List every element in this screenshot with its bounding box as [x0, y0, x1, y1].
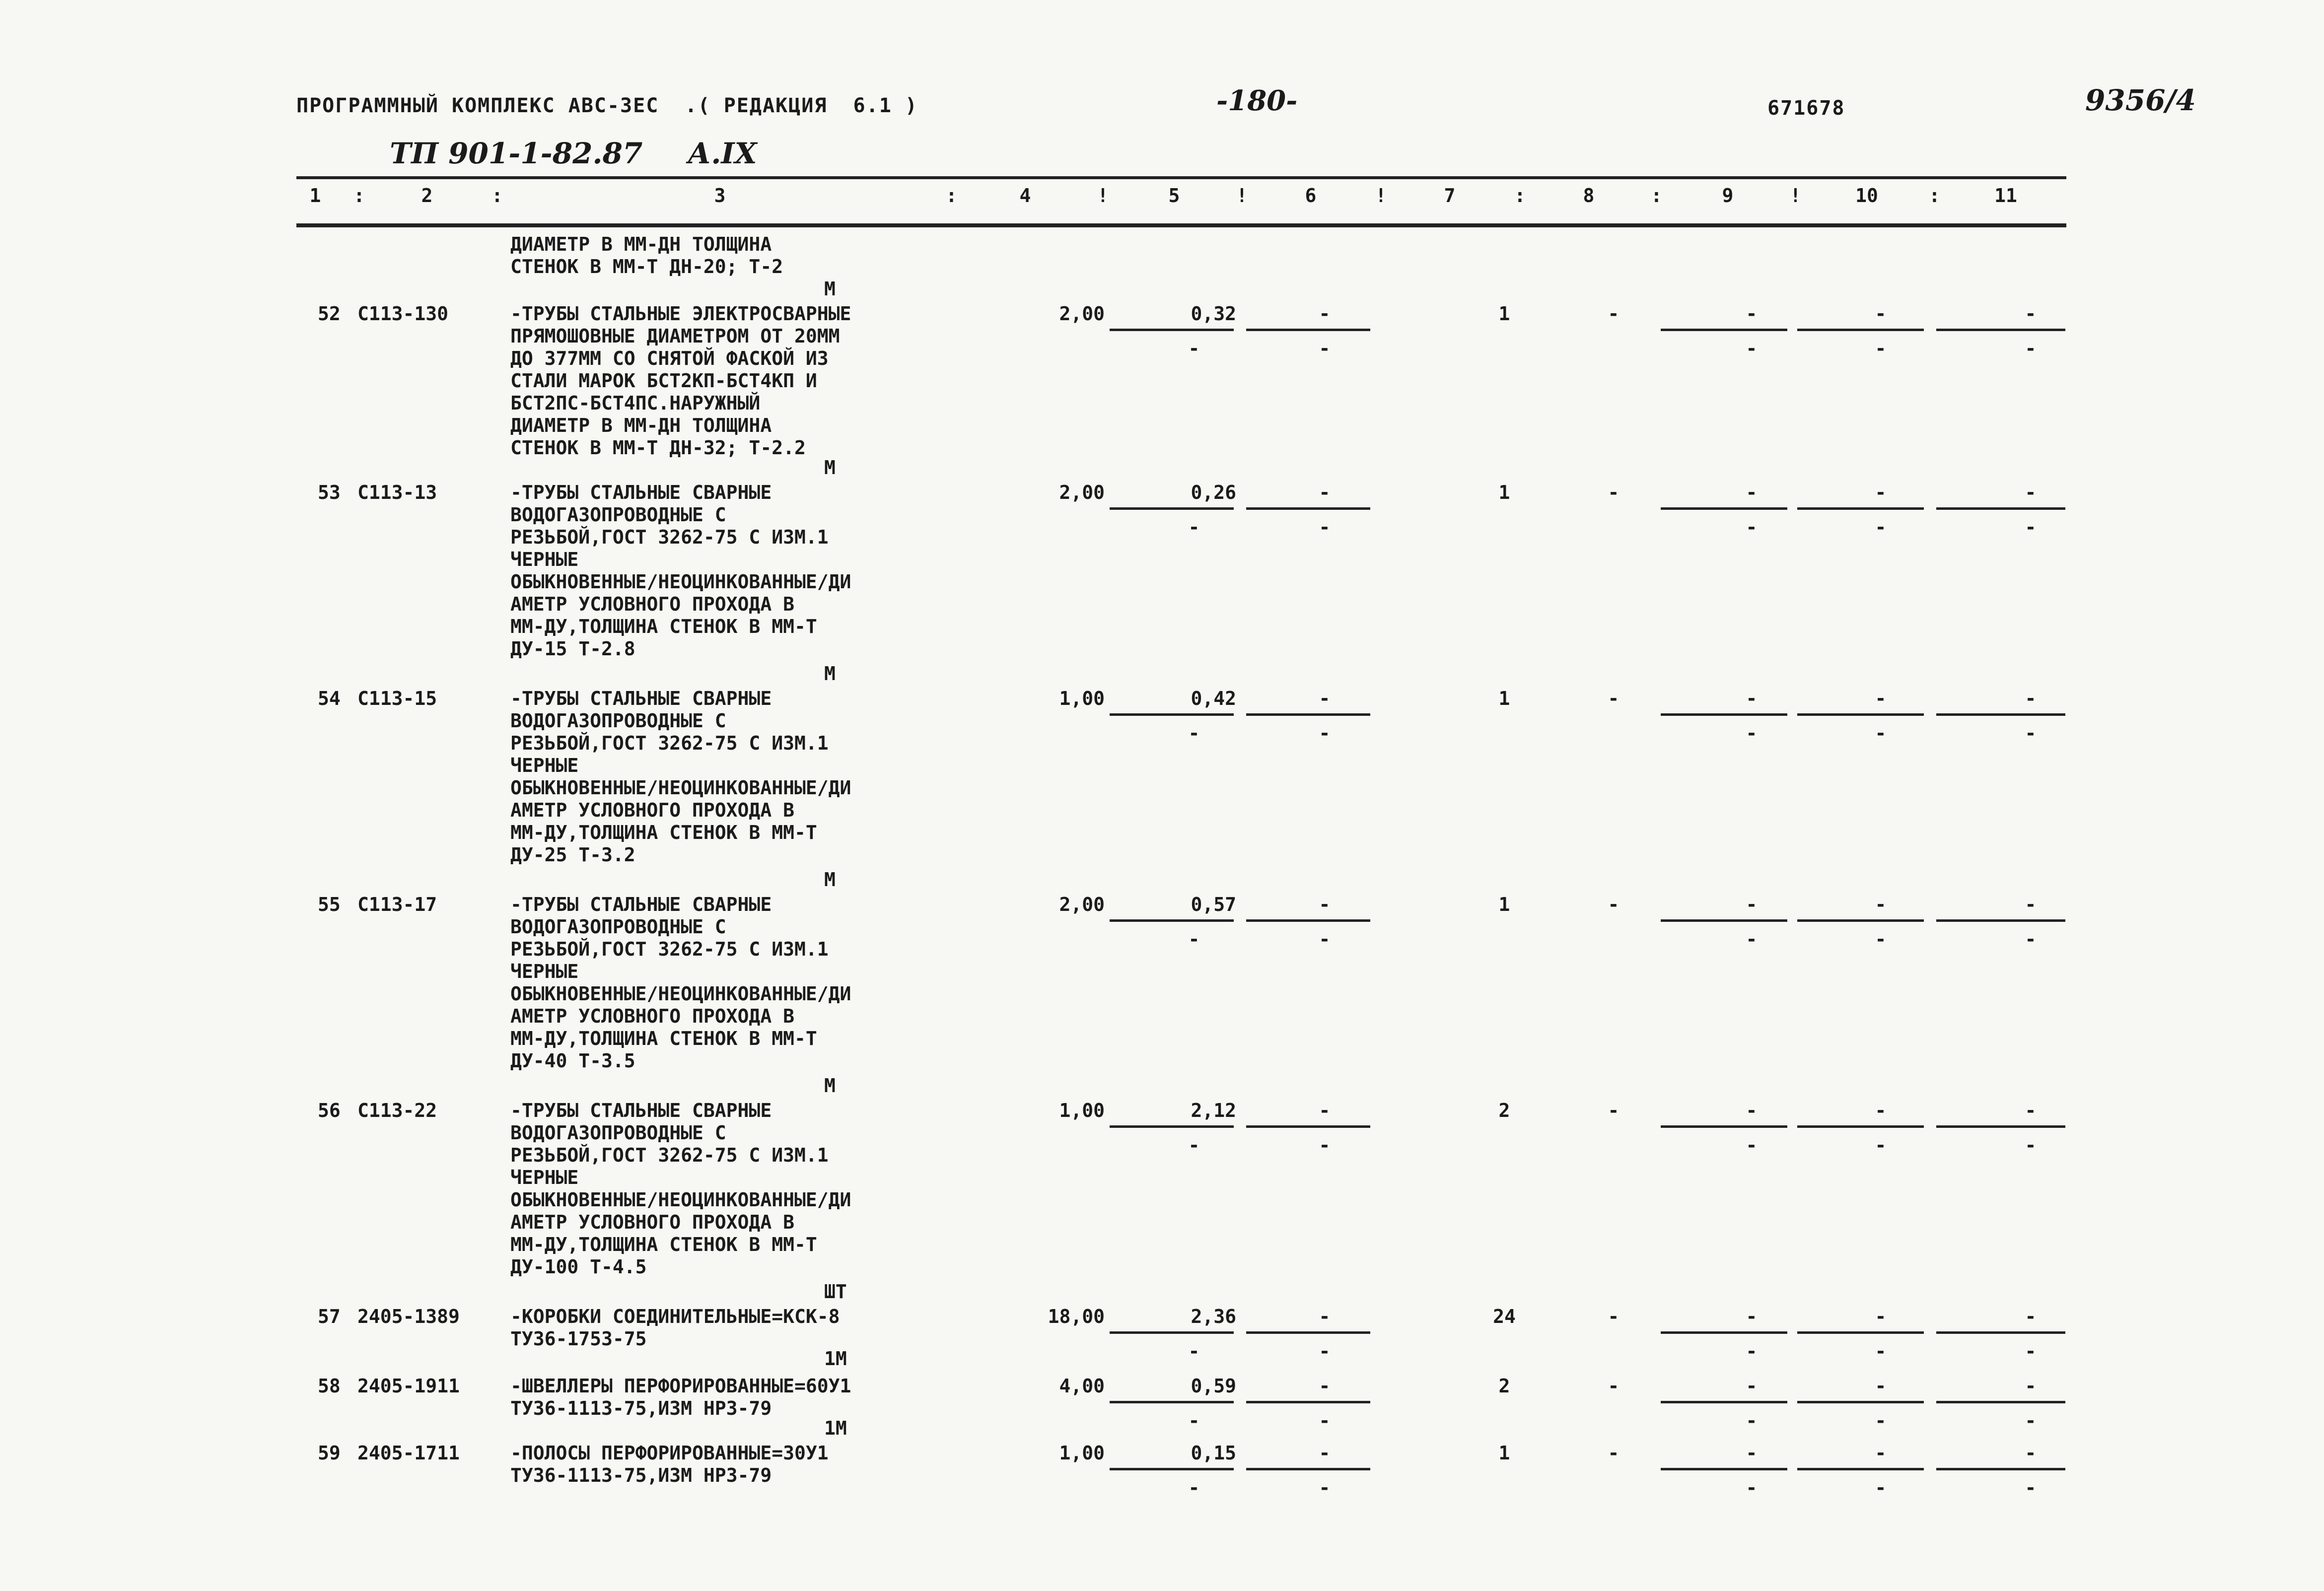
column-11-value: - [2025, 1100, 2037, 1121]
column-11-value: - [2025, 894, 2037, 915]
column-11-rule [1936, 1331, 2065, 1334]
column-10-value: - [1875, 894, 1887, 915]
item-description-line: ММ-ДУ,ТОЛЩИНА СТЕНОК В ММ-Т [510, 822, 817, 843]
item-description-line: ВОДОГАЗОПРОВОДНЫЕ С [510, 710, 726, 732]
column-header: 10 [1855, 185, 1878, 207]
column-9-rule [1661, 713, 1787, 716]
column-7-value: 1 [1498, 894, 1510, 915]
column-separator: ! [1375, 185, 1387, 207]
column-10-lower-value: - [1875, 516, 1887, 538]
column-6-lower-value: - [1319, 338, 1331, 359]
column-5-rule [1110, 919, 1234, 922]
column-7-value: 1 [1498, 1442, 1510, 1464]
item-description-line: АМЕТР УСЛОВНОГО ПРОХОДА В [510, 593, 794, 615]
column-separator: : [1514, 185, 1526, 207]
column-9-lower-value: - [1746, 928, 1758, 950]
column-6-rule [1246, 329, 1370, 331]
column-5-rule [1110, 507, 1234, 510]
price-code: С113-130 [357, 303, 449, 325]
column-5-lower-value: - [1188, 338, 1200, 359]
column-9-value: - [1746, 1100, 1758, 1121]
column-8-value: - [1608, 1442, 1620, 1464]
item-description-line: ДУ-15 Т-2.8 [510, 638, 635, 660]
column-header: 2 [421, 185, 433, 207]
column-8-value: - [1608, 1100, 1620, 1121]
column-6-rule [1246, 1331, 1370, 1334]
column-10-rule [1797, 1468, 1924, 1470]
column-6-rule [1246, 507, 1370, 510]
item-description-line: ОБЫКНОВЕННЫЕ/НЕОЦИНКОВАННЫЕ/ДИ [510, 777, 851, 799]
item-description-line: ММ-ДУ,ТОЛЩИНА СТЕНОК В ММ-Т [510, 1028, 817, 1049]
column-9-value: - [1746, 894, 1758, 915]
item-description-line: ОБЫКНОВЕННЫЕ/НЕОЦИНКОВАННЫЕ/ДИ [510, 1189, 851, 1211]
corner-handwritten-note: 9356/4 [2085, 83, 2196, 117]
item-description-line: АМЕТР УСЛОВНОГО ПРОХОДА В [510, 799, 794, 821]
column-9-lower-value: - [1746, 1410, 1758, 1432]
unit-price-value: 0,57 [1191, 894, 1236, 915]
row-number: 52 [318, 303, 341, 325]
column-separator: ! [1236, 185, 1248, 207]
item-description-line: ВОДОГАЗОПРОВОДНЫЕ С [510, 916, 726, 938]
item-description-line: АМЕТР УСЛОВНОГО ПРОХОДА В [510, 1211, 794, 1233]
column-separator: : [492, 185, 503, 207]
column-11-value: - [2025, 1375, 2037, 1397]
document-id: 671678 [1767, 97, 1845, 120]
column-7-value: 2 [1498, 1100, 1510, 1121]
item-description-line: -ТРУБЫ СТАЛЬНЫЕ СВАРНЫЕ [510, 894, 772, 915]
column-7-value: 1 [1498, 303, 1510, 325]
column-11-rule [1936, 507, 2065, 510]
column-10-rule [1797, 507, 1924, 510]
column-10-lower-value: - [1875, 722, 1887, 744]
column-header: 8 [1583, 185, 1595, 207]
column-9-rule [1661, 1401, 1787, 1403]
quantity-value: 18,00 [1048, 1306, 1105, 1327]
column-5-lower-value: - [1188, 516, 1200, 538]
item-description-line: -ПОЛОСЫ ПЕРФОРИРОВАННЫЕ=30У1 [510, 1442, 829, 1464]
column-5-rule [1110, 1401, 1234, 1403]
column-separator: : [946, 185, 957, 207]
item-description-line: ОБЫКНОВЕННЫЕ/НЕОЦИНКОВАННЫЕ/ДИ [510, 571, 851, 593]
item-description-line: ОБЫКНОВЕННЫЕ/НЕОЦИНКОВАННЫЕ/ДИ [510, 983, 851, 1005]
column-9-lower-value: - [1746, 722, 1758, 744]
carryover-line: СТЕНОК В ММ-Т ДН-20; Т-2 [510, 256, 783, 277]
column-10-value: - [1875, 482, 1887, 503]
item-description-line: ВОДОГАЗОПРОВОДНЫЕ С [510, 504, 726, 526]
column-6-rule [1246, 919, 1370, 922]
item-description-line: ДО 377ММ СО СНЯТОЙ ФАСКОЙ ИЗ [510, 347, 829, 369]
item-description-line: -ТРУБЫ СТАЛЬНЫЕ ЭЛЕКТРОСВАРНЫЕ [510, 303, 851, 325]
column-10-rule [1797, 1331, 1924, 1334]
unit-of-measure: 1М [824, 1348, 847, 1370]
unit-of-measure: М [824, 278, 836, 300]
column-9-value: - [1746, 482, 1758, 503]
column-7-value: 2 [1498, 1375, 1510, 1397]
item-description-line: ДУ-40 Т-3.5 [510, 1050, 635, 1072]
column-10-lower-value: - [1875, 1340, 1887, 1362]
column-header: 3 [714, 185, 726, 207]
price-code: 2405-1911 [357, 1375, 460, 1397]
column-10-value: - [1875, 1100, 1887, 1121]
column-6-rule [1246, 1401, 1370, 1403]
column-6-value: - [1319, 303, 1331, 325]
price-code: 2405-1711 [357, 1442, 460, 1464]
column-10-value: - [1875, 688, 1887, 709]
column-8-value: - [1608, 688, 1620, 709]
unit-price-value: 0,32 [1191, 303, 1236, 325]
column-header: 6 [1305, 185, 1317, 207]
column-11-value: - [2025, 1442, 2037, 1464]
item-description-line: БСТ2ПС-БСТ4ПС.НАРУЖНЫЙ [510, 392, 761, 414]
column-8-value: - [1608, 303, 1620, 325]
row-number: 59 [318, 1442, 341, 1464]
item-description-line: ЧЕРНЫЕ [510, 1167, 579, 1188]
column-9-lower-value: - [1746, 516, 1758, 538]
unit-price-value: 0,42 [1191, 688, 1236, 709]
column-8-value: - [1608, 482, 1620, 503]
row-number: 58 [318, 1375, 341, 1397]
column-6-lower-value: - [1319, 928, 1331, 950]
column-10-value: - [1875, 1442, 1887, 1464]
column-10-lower-value: - [1875, 1410, 1887, 1432]
item-description-line: ДИАМЕТР В ММ-ДН ТОЛЩИНА [510, 415, 772, 436]
price-code: С113-13 [357, 482, 437, 503]
column-11-rule [1936, 713, 2065, 716]
column-11-rule [1936, 329, 2065, 331]
column-6-lower-value: - [1319, 1134, 1331, 1156]
item-description-line: -ШВЕЛЛЕРЫ ПЕРФОРИРОВАННЫЕ=60У1 [510, 1375, 851, 1397]
quantity-value: 1,00 [1059, 688, 1105, 709]
column-10-value: - [1875, 303, 1887, 325]
item-description-line: ЧЕРНЫЕ [510, 549, 579, 570]
column-separator: : [1929, 185, 1940, 207]
column-9-value: - [1746, 1375, 1758, 1397]
column-separator: : [1651, 185, 1662, 207]
column-9-value: - [1746, 688, 1758, 709]
item-description-line: СТАЛИ МАРОК БСТ2КП-БСТ4КП И [510, 370, 817, 392]
column-10-rule [1797, 329, 1924, 331]
column-header: 11 [1994, 185, 2017, 207]
quantity-value: 2,00 [1059, 894, 1105, 915]
column-11-lower-value: - [2025, 1477, 2037, 1499]
column-5-lower-value: - [1188, 1410, 1200, 1432]
column-5-rule [1110, 1331, 1234, 1334]
header-bottom-rule [296, 223, 2066, 227]
unit-of-measure: М [824, 1075, 836, 1097]
column-6-lower-value: - [1319, 722, 1331, 744]
column-6-rule [1246, 1468, 1370, 1470]
row-number: 53 [318, 482, 341, 503]
row-number: 56 [318, 1100, 341, 1121]
column-6-lower-value: - [1319, 1340, 1331, 1362]
unit-of-measure: 1М [824, 1417, 847, 1439]
price-code: С113-15 [357, 688, 437, 709]
unit-of-measure: М [824, 663, 836, 685]
column-11-rule [1936, 1468, 2065, 1470]
column-5-rule [1110, 329, 1234, 331]
unit-of-measure: ШТ [824, 1281, 847, 1303]
column-9-value: - [1746, 1306, 1758, 1327]
item-description-line: ММ-ДУ,ТОЛЩИНА СТЕНОК В ММ-Т [510, 1234, 817, 1255]
column-11-rule [1936, 1125, 2065, 1128]
column-6-value: - [1319, 688, 1331, 709]
unit-of-measure: М [824, 869, 836, 891]
column-10-value: - [1875, 1306, 1887, 1327]
column-11-rule [1936, 919, 2065, 922]
column-7-value: 1 [1498, 482, 1510, 503]
column-5-lower-value: - [1188, 1340, 1200, 1362]
item-description-line: РЕЗЬБОЙ,ГОСТ 3262-75 С ИЗМ.1 [510, 1144, 829, 1166]
column-8-value: - [1608, 894, 1620, 915]
item-description-line: -ТРУБЫ СТАЛЬНЫЕ СВАРНЫЕ [510, 1100, 772, 1121]
item-description-line: ЧЕРНЫЕ [510, 755, 579, 776]
unit-price-value: 2,12 [1191, 1100, 1236, 1121]
row-number: 57 [318, 1306, 341, 1327]
item-description-line: ММ-ДУ,ТОЛЩИНА СТЕНОК В ММ-Т [510, 616, 817, 637]
column-10-lower-value: - [1875, 1477, 1887, 1499]
quantity-value: 1,00 [1059, 1442, 1105, 1464]
column-11-lower-value: - [2025, 516, 2037, 538]
column-9-value: - [1746, 303, 1758, 325]
price-code: С113-17 [357, 894, 437, 915]
quantity-value: 4,00 [1059, 1375, 1105, 1397]
column-6-rule [1246, 713, 1370, 716]
column-9-rule [1661, 507, 1787, 510]
column-5-rule [1110, 1125, 1234, 1128]
item-description-line: ДУ-100 Т-4.5 [510, 1256, 647, 1278]
column-6-rule [1246, 1125, 1370, 1128]
column-9-value: - [1746, 1442, 1758, 1464]
column-9-lower-value: - [1746, 1134, 1758, 1156]
item-description-line: РЕЗЬБОЙ,ГОСТ 3262-75 С ИЗМ.1 [510, 526, 829, 548]
column-9-rule [1661, 1125, 1787, 1128]
column-9-lower-value: - [1746, 1477, 1758, 1499]
column-6-value: - [1319, 1100, 1331, 1121]
column-10-rule [1797, 1125, 1924, 1128]
column-5-lower-value: - [1188, 1477, 1200, 1499]
column-6-value: - [1319, 1306, 1331, 1327]
column-5-lower-value: - [1188, 722, 1200, 744]
column-header: 7 [1444, 185, 1456, 207]
price-code: С113-22 [357, 1100, 437, 1121]
column-5-lower-value: - [1188, 928, 1200, 950]
column-header: 4 [1019, 185, 1031, 207]
column-11-lower-value: - [2025, 722, 2037, 744]
column-9-rule [1661, 1468, 1787, 1470]
column-5-rule [1110, 1468, 1234, 1470]
column-11-lower-value: - [2025, 338, 2037, 359]
column-header: 5 [1168, 185, 1180, 207]
quantity-value: 1,00 [1059, 1100, 1105, 1121]
item-description-line: ТУ36-1113-75,ИЗМ НР3-79 [510, 1464, 772, 1486]
page-number: -180- [1216, 84, 1298, 117]
column-11-lower-value: - [2025, 928, 2037, 950]
column-7-value: 1 [1498, 688, 1510, 709]
column-9-rule [1661, 329, 1787, 331]
item-description-line: ТУ36-1753-75 [510, 1328, 647, 1350]
column-6-value: - [1319, 482, 1331, 503]
column-5-rule [1110, 713, 1234, 716]
row-number: 54 [318, 688, 341, 709]
carryover-line: ДИАМЕТР В ММ-ДН ТОЛЩИНА [510, 233, 772, 255]
column-11-lower-value: - [2025, 1134, 2037, 1156]
column-10-rule [1797, 1401, 1924, 1403]
price-code: 2405-1389 [357, 1306, 460, 1327]
column-10-lower-value: - [1875, 1134, 1887, 1156]
quantity-value: 2,00 [1059, 303, 1105, 325]
item-description-line: ДУ-25 Т-3.2 [510, 844, 635, 866]
item-description-line: СТЕНОК В ММ-Т ДН-32; Т-2.2 [510, 437, 806, 459]
row-number: 55 [318, 894, 341, 915]
column-separator: : [353, 185, 365, 207]
column-10-rule [1797, 713, 1924, 716]
item-description-line: ТУ36-1113-75,ИЗМ НР3-79 [510, 1397, 772, 1419]
column-6-value: - [1319, 1442, 1331, 1464]
column-10-lower-value: - [1875, 928, 1887, 950]
column-9-rule [1661, 919, 1787, 922]
column-8-value: - [1608, 1375, 1620, 1397]
item-description-line: ЧЕРНЫЕ [510, 961, 579, 982]
unit-of-measure: М [824, 457, 836, 479]
column-6-value: - [1319, 894, 1331, 915]
column-header: 1 [309, 185, 321, 207]
column-11-lower-value: - [2025, 1410, 2037, 1432]
column-6-value: - [1319, 1375, 1331, 1397]
unit-price-value: 0,59 [1191, 1375, 1236, 1397]
column-11-value: - [2025, 1306, 2037, 1327]
column-11-rule [1936, 1401, 2065, 1403]
program-header: ПРОГРАММНЫЙ КОМПЛЕКС АВС-ЗЕС .( РЕДАКЦИЯ 6.1 ) [296, 94, 918, 117]
item-description-line: ПРЯМОШОВНЫЕ ДИАМЕТРОМ ОТ 20ММ [510, 325, 840, 347]
unit-price-value: 2,36 [1191, 1306, 1236, 1327]
item-description-line: РЕЗЬБОЙ,ГОСТ 3262-75 С ИЗМ.1 [510, 732, 829, 754]
column-7-value: 24 [1493, 1306, 1516, 1327]
column-11-value: - [2025, 303, 2037, 325]
column-10-rule [1797, 919, 1924, 922]
unit-price-value: 0,26 [1191, 482, 1236, 503]
column-11-value: - [2025, 688, 2037, 709]
column-5-lower-value: - [1188, 1134, 1200, 1156]
column-9-lower-value: - [1746, 338, 1758, 359]
item-description-line: РЕЗЬБОЙ,ГОСТ 3262-75 С ИЗМ.1 [510, 938, 829, 960]
column-11-value: - [2025, 482, 2037, 503]
column-9-rule [1661, 1331, 1787, 1334]
column-10-lower-value: - [1875, 338, 1887, 359]
item-description-line: -ТРУБЫ СТАЛЬНЫЕ СВАРНЫЕ [510, 688, 772, 709]
column-6-lower-value: - [1319, 1410, 1331, 1432]
column-9-lower-value: - [1746, 1340, 1758, 1362]
project-code: ТП 901-1-82.87 [390, 137, 643, 170]
column-10-value: - [1875, 1375, 1887, 1397]
column-6-lower-value: - [1319, 516, 1331, 538]
column-header: 9 [1722, 185, 1734, 207]
album-code: А.IX [688, 137, 757, 170]
item-description-line: -ТРУБЫ СТАЛЬНЫЕ СВАРНЫЕ [510, 482, 772, 503]
quantity-value: 2,00 [1059, 482, 1105, 503]
column-separator: ! [1790, 185, 1801, 207]
item-description-line: -КОРОБКИ СОЕДИНИТЕЛЬНЫЕ=КСК-8 [510, 1306, 840, 1327]
unit-price-value: 0,15 [1191, 1442, 1236, 1464]
column-separator: ! [1097, 185, 1109, 207]
item-description-line: АМЕТР УСЛОВНОГО ПРОХОДА В [510, 1005, 794, 1027]
item-description-line: ВОДОГАЗОПРОВОДНЫЕ С [510, 1122, 726, 1144]
header-top-rule [296, 176, 2066, 179]
column-8-value: - [1608, 1306, 1620, 1327]
column-6-lower-value: - [1319, 1477, 1331, 1499]
column-11-lower-value: - [2025, 1340, 2037, 1362]
